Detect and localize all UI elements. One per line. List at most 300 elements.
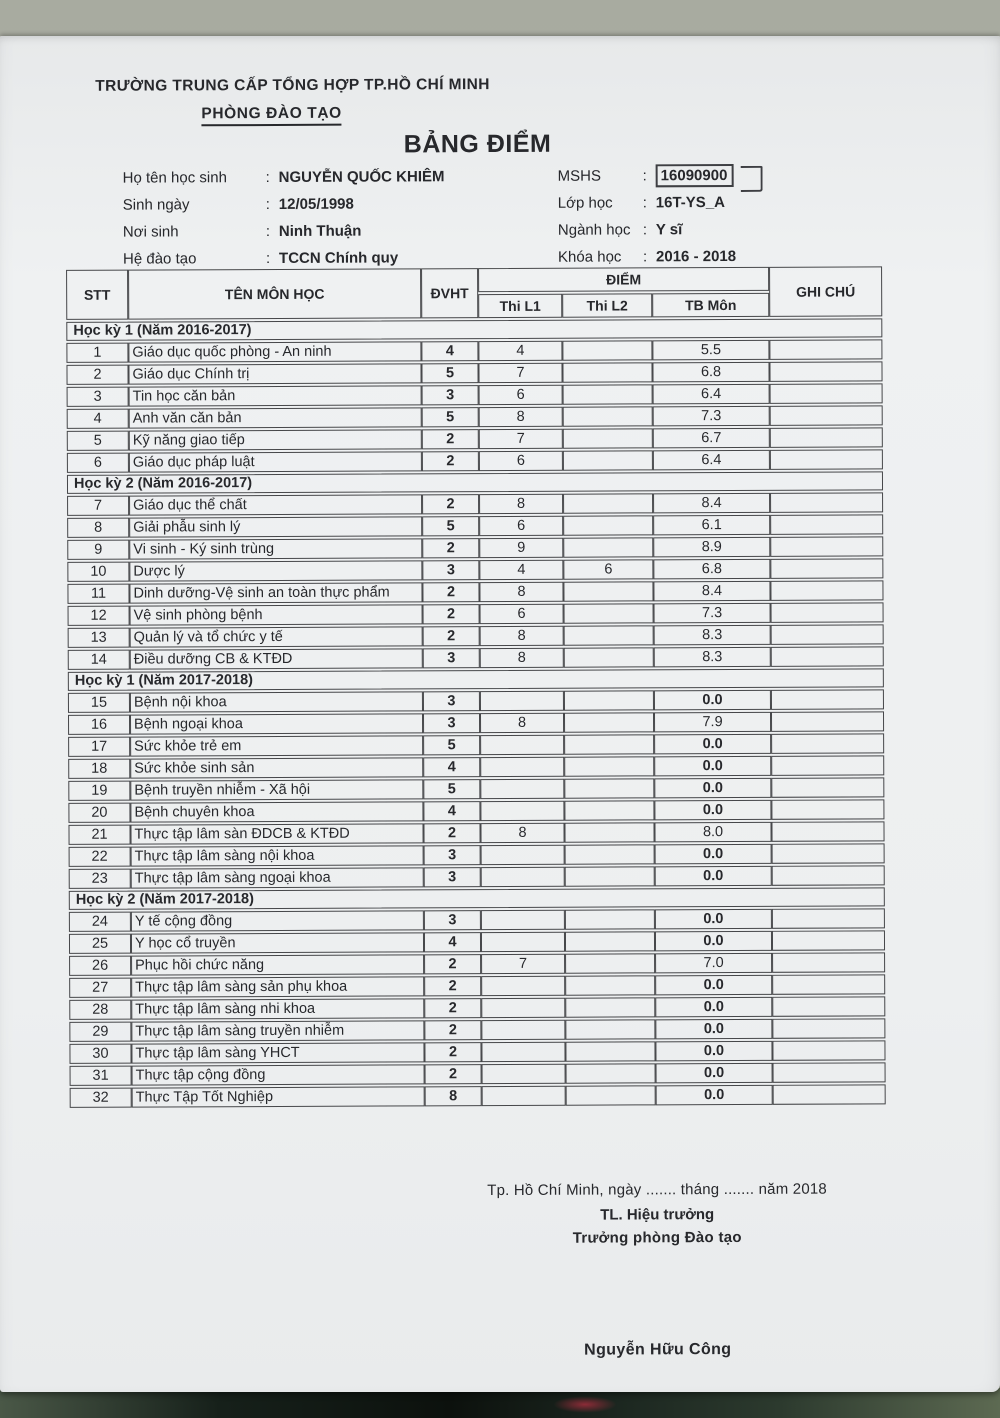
cell-dvht: 2 bbox=[422, 451, 479, 471]
cell-tb: 0.0 bbox=[655, 844, 772, 865]
cell-stt: 20 bbox=[68, 803, 130, 823]
cell-stt: 19 bbox=[68, 781, 130, 801]
cell-name: Y học cổ truyền bbox=[131, 932, 424, 953]
dob-value: 12/05/1998 bbox=[278, 195, 354, 213]
colon: : bbox=[265, 249, 271, 268]
cell-l2 bbox=[565, 975, 655, 995]
cell-name: Thực Tập Tốt Nghiệp bbox=[132, 1086, 425, 1107]
table-row bbox=[67, 405, 883, 429]
table-row bbox=[67, 514, 883, 538]
cell-note bbox=[770, 558, 883, 578]
col-header-diem: ĐIỂM bbox=[478, 267, 769, 292]
cell-dvht: 3 bbox=[423, 691, 480, 711]
cell-dvht: 2 bbox=[422, 538, 479, 558]
table-row bbox=[67, 558, 883, 582]
cell-note bbox=[772, 821, 885, 841]
cell-tb: 0.0 bbox=[656, 1063, 773, 1084]
cell-l2 bbox=[564, 690, 654, 710]
cell-note bbox=[772, 974, 885, 994]
cell-note bbox=[770, 427, 883, 447]
cell-note bbox=[771, 602, 884, 622]
cell-l2 bbox=[563, 428, 653, 448]
cell-name: Vệ sinh phòng bệnh bbox=[130, 604, 423, 625]
course-value: 2016 - 2018 bbox=[655, 247, 737, 266]
table-row bbox=[67, 427, 883, 451]
cell-dvht: 3 bbox=[423, 713, 480, 733]
cell-l1 bbox=[481, 1020, 565, 1040]
cell-stt: 12 bbox=[68, 606, 130, 626]
col-header-thi-l1: Thi L1 bbox=[478, 294, 562, 318]
cell-l1 bbox=[481, 1042, 565, 1062]
cell-stt: 26 bbox=[69, 956, 131, 976]
cell-note bbox=[772, 1040, 885, 1060]
cell-l1 bbox=[480, 735, 564, 755]
cell-l2 bbox=[564, 756, 654, 776]
col-header-ghichu: GHI CHÚ bbox=[769, 266, 882, 316]
cell-stt: 30 bbox=[69, 1044, 131, 1064]
cell-note bbox=[770, 514, 883, 534]
cell-dvht: 3 bbox=[424, 867, 481, 887]
colon: : bbox=[642, 221, 648, 239]
department-name: PHÒNG ĐÀO TẠO bbox=[201, 105, 342, 127]
cell-l2 bbox=[563, 515, 653, 535]
cell-name: Bệnh ngoại khoa bbox=[130, 713, 423, 734]
cell-l1: 6 bbox=[479, 451, 563, 471]
major-label: Ngành học bbox=[557, 221, 631, 239]
cell-dvht: 4 bbox=[421, 341, 478, 361]
table-row bbox=[68, 646, 884, 670]
class-label: Lớp học bbox=[557, 194, 613, 212]
cell-dvht: 2 bbox=[423, 604, 480, 624]
signer-name: Nguyễn Hữu Công bbox=[584, 1340, 732, 1359]
pob-label: Nơi sinh bbox=[122, 223, 179, 241]
cell-stt: 24 bbox=[69, 912, 131, 932]
cell-l2 bbox=[564, 647, 654, 667]
cell-note bbox=[770, 492, 883, 512]
cell-tb: 7.3 bbox=[653, 406, 770, 427]
table-row bbox=[68, 602, 884, 626]
cell-tb: 7.3 bbox=[654, 603, 771, 624]
cell-name: Điều dưỡng CB & KTĐD bbox=[130, 648, 423, 669]
cell-tb: 8.0 bbox=[654, 822, 771, 843]
colon: : bbox=[642, 167, 647, 185]
table-row bbox=[69, 952, 885, 976]
cell-l2 bbox=[563, 406, 653, 426]
cell-note bbox=[771, 689, 884, 709]
cell-l2 bbox=[566, 1085, 656, 1105]
cell-l1: 6 bbox=[479, 516, 563, 536]
cell-dvht: 2 bbox=[424, 1020, 481, 1040]
col-header-dvht: ĐVHT bbox=[421, 268, 478, 318]
cell-tb: 0.0 bbox=[655, 1019, 772, 1040]
cell-l2 bbox=[564, 625, 654, 645]
cell-name: Giáo dục pháp luật bbox=[129, 451, 422, 472]
table-row bbox=[67, 580, 883, 604]
cell-note bbox=[772, 865, 885, 885]
signature-block bbox=[457, 1180, 857, 1247]
cell-note bbox=[772, 908, 885, 928]
signer-role: Trưởng phòng Đào tạo bbox=[572, 1228, 742, 1247]
cell-stt: 25 bbox=[69, 934, 131, 954]
cell-l2 bbox=[563, 493, 653, 513]
table-row bbox=[69, 974, 885, 998]
grades-table-body bbox=[66, 318, 885, 1108]
cell-name: Sức khỏe trẻ em bbox=[130, 735, 423, 756]
grades-table-header bbox=[66, 266, 882, 320]
table-row bbox=[69, 843, 885, 867]
cell-dvht: 2 bbox=[424, 954, 481, 974]
cell-name: Giáo dục Chính trị bbox=[128, 363, 421, 384]
cell-dvht: 5 bbox=[422, 516, 479, 536]
cell-stt: 23 bbox=[69, 869, 131, 889]
dob-label: Sinh ngày bbox=[122, 196, 190, 214]
cell-l1: 9 bbox=[479, 538, 563, 558]
cell-dvht: 3 bbox=[424, 845, 481, 865]
cell-tb: 8.3 bbox=[654, 625, 771, 646]
cell-note bbox=[771, 777, 884, 797]
mshs-label: MSHS bbox=[557, 167, 602, 185]
cell-l1 bbox=[480, 691, 564, 711]
cell-stt: 5 bbox=[67, 431, 129, 451]
cell-l1: 8 bbox=[480, 648, 564, 668]
place-date-line: Tp. Hồ Chí Minh, ngày ....... tháng ....... năm 2018 bbox=[487, 1180, 827, 1200]
table-row bbox=[69, 908, 885, 932]
cell-l2 bbox=[563, 384, 653, 404]
cell-stt: 4 bbox=[67, 409, 129, 429]
table-row bbox=[70, 1062, 886, 1086]
cell-l1 bbox=[482, 1086, 566, 1106]
section-title: Học kỳ 2 (Năm 2017-2018) bbox=[69, 887, 885, 910]
cell-l1 bbox=[482, 1064, 566, 1084]
cell-tb: 0.0 bbox=[656, 1085, 773, 1106]
cell-dvht: 3 bbox=[423, 648, 480, 668]
cell-stt: 3 bbox=[67, 387, 129, 407]
info-row-dob-class bbox=[123, 188, 913, 218]
cell-l2 bbox=[564, 822, 654, 842]
cell-name: Giáo dục thể chất bbox=[129, 494, 422, 515]
table-row bbox=[68, 799, 884, 823]
cell-tb: 0.0 bbox=[654, 778, 771, 799]
cell-l2 bbox=[565, 931, 655, 951]
cell-l1 bbox=[481, 976, 565, 996]
cell-stt: 6 bbox=[67, 453, 129, 473]
cell-stt: 2 bbox=[66, 365, 128, 385]
info-row-pob-major bbox=[123, 215, 913, 245]
system-value: TCCN Chính quy bbox=[278, 249, 399, 267]
cell-stt: 27 bbox=[69, 978, 131, 998]
cell-name: Y tế cộng đồng bbox=[131, 910, 424, 931]
cell-note bbox=[772, 996, 885, 1016]
cell-name: Phục hồi chức năng bbox=[131, 954, 424, 975]
course-label: Khóa học bbox=[557, 248, 622, 266]
cell-l2 bbox=[564, 712, 654, 732]
mshs-bracket-mark bbox=[741, 165, 763, 191]
cell-l2 bbox=[563, 581, 653, 601]
cell-tb: 0.0 bbox=[655, 931, 772, 952]
cell-tb: 0.0 bbox=[655, 866, 772, 887]
document-title: BẢNG ĐIỂM bbox=[403, 129, 552, 159]
cell-note bbox=[770, 580, 883, 600]
cell-name: Bệnh truyền nhiễm - Xã hội bbox=[130, 779, 423, 800]
cell-l2 bbox=[565, 844, 655, 864]
cell-tb: 7.9 bbox=[654, 712, 771, 733]
cell-tb: 0.0 bbox=[655, 997, 772, 1018]
cell-l1: 8 bbox=[479, 407, 563, 427]
cell-tb: 8.4 bbox=[653, 581, 770, 602]
cell-stt: 16 bbox=[68, 715, 130, 735]
cell-name: Kỹ năng giao tiếp bbox=[129, 429, 422, 450]
cell-dvht: 8 bbox=[425, 1086, 482, 1106]
section-row bbox=[66, 318, 882, 341]
section-title: Học kỳ 1 (Năm 2016-2017) bbox=[66, 318, 882, 341]
cell-l2 bbox=[563, 450, 653, 470]
cell-l2 bbox=[565, 1019, 655, 1039]
cell-note bbox=[773, 1062, 886, 1082]
cell-l2 bbox=[566, 1063, 656, 1083]
cell-l2 bbox=[565, 953, 655, 973]
cell-name: Dược lý bbox=[129, 560, 422, 581]
cell-name: Thực tập lâm sàng nhi khoa bbox=[131, 998, 424, 1019]
cell-name: Quản lý và tổ chức y tế bbox=[130, 626, 423, 647]
table-row bbox=[68, 733, 884, 757]
cell-dvht: 2 bbox=[422, 582, 479, 602]
cell-name: Bệnh nội khoa bbox=[130, 691, 423, 712]
cell-stt: 29 bbox=[69, 1022, 131, 1042]
student-info bbox=[123, 161, 913, 272]
cell-stt: 8 bbox=[67, 518, 129, 538]
cell-stt: 1 bbox=[66, 343, 128, 363]
cell-note bbox=[771, 733, 884, 753]
cell-l2: 6 bbox=[563, 559, 653, 579]
cell-note bbox=[771, 711, 884, 731]
cell-name: Thực tập lâm sàng sản phụ khoa bbox=[131, 976, 424, 997]
cell-tb: 0.0 bbox=[655, 975, 772, 996]
cell-dvht: 2 bbox=[424, 976, 481, 996]
section-row bbox=[69, 887, 885, 910]
section-row bbox=[68, 668, 884, 691]
cell-l1: 6 bbox=[480, 604, 564, 624]
col-header-stt: STT bbox=[66, 270, 128, 320]
cell-dvht: 3 bbox=[424, 910, 481, 930]
cell-dvht: 2 bbox=[423, 626, 480, 646]
cell-tb: 7.0 bbox=[655, 953, 772, 974]
major-value: Y sĩ bbox=[655, 221, 683, 239]
cell-tb: 0.0 bbox=[655, 1041, 772, 1062]
cell-name: Thực tập lâm sàng ngoại khoa bbox=[131, 867, 424, 888]
student-name-label: Họ tên học sinh bbox=[122, 169, 227, 187]
table-row bbox=[69, 930, 885, 954]
signer-title: TL. Hiệu trưởng bbox=[600, 1206, 715, 1224]
cell-dvht: 2 bbox=[423, 823, 480, 843]
cell-name: Thực tập lâm sàng YHCT bbox=[131, 1042, 424, 1063]
cell-tb: 5.5 bbox=[652, 340, 769, 361]
cell-l1: 4 bbox=[479, 560, 563, 580]
cell-note bbox=[770, 536, 883, 556]
cell-dvht: 5 bbox=[422, 407, 479, 427]
col-header-thi-l2: Thi L2 bbox=[562, 293, 652, 317]
table-row bbox=[68, 689, 884, 713]
cell-l1: 8 bbox=[479, 494, 563, 514]
table-row bbox=[70, 1084, 886, 1108]
cell-tb: 6.8 bbox=[653, 559, 770, 580]
cell-l2 bbox=[565, 997, 655, 1017]
cell-dvht: 2 bbox=[424, 998, 481, 1018]
cell-stt: 32 bbox=[70, 1088, 132, 1108]
cell-l1: 4 bbox=[478, 341, 562, 361]
section-title: Học kỳ 1 (Năm 2017-2018) bbox=[68, 668, 884, 691]
cell-dvht: 2 bbox=[422, 494, 479, 514]
document-paper bbox=[0, 36, 1000, 1392]
cell-l2 bbox=[565, 909, 655, 929]
colon: : bbox=[642, 248, 648, 266]
cell-l1 bbox=[480, 801, 564, 821]
cell-tb: 0.0 bbox=[654, 734, 771, 755]
cell-note bbox=[772, 930, 885, 950]
colon: : bbox=[265, 195, 270, 214]
cell-tb: 6.4 bbox=[653, 450, 770, 471]
cell-name: Thực tập lâm sàng truyền nhiễm bbox=[131, 1020, 424, 1041]
cell-note bbox=[770, 449, 883, 469]
cell-tb: 0.0 bbox=[655, 909, 772, 930]
cell-l1: 7 bbox=[479, 429, 563, 449]
table-row bbox=[67, 383, 883, 407]
table-row bbox=[68, 755, 884, 779]
table-row bbox=[69, 1040, 885, 1064]
cell-stt: 28 bbox=[69, 1000, 131, 1020]
cell-name: Bệnh chuyên khoa bbox=[130, 801, 423, 822]
cell-l1 bbox=[481, 867, 565, 887]
cell-dvht: 3 bbox=[422, 560, 479, 580]
mshs-value-box: 16090900 bbox=[656, 164, 734, 187]
cell-tb: 8.4 bbox=[653, 493, 770, 514]
cell-note bbox=[771, 646, 884, 666]
school-name: TRƯỜNG TRUNG CẤP TỔNG HỢP TP.HỒ CHÍ MINH bbox=[95, 76, 490, 95]
cell-stt: 18 bbox=[68, 759, 130, 779]
cell-note bbox=[771, 799, 884, 819]
cell-dvht: 4 bbox=[423, 757, 480, 777]
cell-l2 bbox=[565, 1041, 655, 1061]
cell-tb: 8.9 bbox=[653, 537, 770, 558]
cell-l1: 8 bbox=[480, 823, 564, 843]
cell-l1 bbox=[481, 998, 565, 1018]
cell-note bbox=[770, 405, 883, 425]
cell-l1 bbox=[480, 757, 564, 777]
cell-tb: 0.0 bbox=[654, 756, 771, 777]
grades-table bbox=[66, 264, 886, 1110]
cell-name: Giáo dục quốc phòng - An ninh bbox=[128, 341, 421, 362]
cell-l1: 6 bbox=[479, 385, 563, 405]
table-row bbox=[68, 777, 884, 801]
cell-tb: 6.8 bbox=[652, 362, 769, 383]
cell-stt: 21 bbox=[68, 825, 130, 845]
class-value: 16T-YS_A bbox=[655, 194, 726, 212]
cell-name: Dinh dưỡng-Vệ sinh an toàn thực phẩm bbox=[129, 582, 422, 603]
cell-note bbox=[772, 1018, 885, 1038]
cell-dvht: 5 bbox=[421, 363, 478, 383]
cell-l2 bbox=[564, 734, 654, 754]
col-header-subject: TÊN MÔN HỌC bbox=[128, 268, 421, 319]
cell-stt: 17 bbox=[68, 737, 130, 757]
colon: : bbox=[265, 168, 270, 187]
cell-note bbox=[769, 339, 882, 359]
cell-note bbox=[772, 952, 885, 972]
table-row bbox=[68, 624, 884, 648]
cell-l2 bbox=[564, 778, 654, 798]
cell-note bbox=[773, 1084, 886, 1104]
cell-l1 bbox=[481, 845, 565, 865]
cell-l1: 7 bbox=[478, 363, 562, 383]
cell-name: Thực tập lâm sàng nội khoa bbox=[131, 845, 424, 866]
table-row bbox=[66, 339, 882, 363]
cell-stt: 15 bbox=[68, 693, 130, 713]
cell-l2 bbox=[562, 362, 652, 382]
cell-dvht: 2 bbox=[425, 1064, 482, 1084]
section-title: Học kỳ 2 (Năm 2016-2017) bbox=[67, 471, 883, 494]
table-row bbox=[69, 865, 885, 889]
table-row bbox=[68, 711, 884, 735]
cell-l1: 8 bbox=[480, 713, 564, 733]
cell-dvht: 3 bbox=[422, 385, 479, 405]
student-name-value: NGUYỄN QUỐC KHIÊM bbox=[278, 168, 445, 186]
cell-stt: 22 bbox=[69, 847, 131, 867]
cell-dvht: 2 bbox=[422, 429, 479, 449]
info-row-name-mshs bbox=[123, 161, 913, 191]
table-row bbox=[69, 996, 885, 1020]
cell-name: Tin học căn bản bbox=[129, 385, 422, 406]
cell-stt: 13 bbox=[68, 628, 130, 648]
cell-tb: 0.0 bbox=[654, 690, 771, 711]
cell-l1: 8 bbox=[480, 626, 564, 646]
table-row bbox=[68, 821, 884, 845]
cell-l2 bbox=[563, 537, 653, 557]
cell-stt: 10 bbox=[67, 562, 129, 582]
cell-l2 bbox=[564, 800, 654, 820]
cell-note bbox=[772, 843, 885, 863]
cell-l1 bbox=[481, 932, 565, 952]
cell-dvht: 2 bbox=[424, 1042, 481, 1062]
cell-name: Vi sinh - Ký sinh trùng bbox=[129, 538, 422, 559]
document-content bbox=[0, 34, 1000, 1394]
cell-name: Thực tập cộng đồng bbox=[132, 1064, 425, 1085]
cell-stt: 14 bbox=[68, 650, 130, 670]
table-row bbox=[66, 361, 882, 385]
cell-l2 bbox=[564, 603, 654, 623]
cell-l2 bbox=[565, 866, 655, 886]
cell-name: Thực tập lâm sàn ĐDCB & KTĐD bbox=[130, 823, 423, 844]
cell-note bbox=[770, 383, 883, 403]
colon: : bbox=[265, 222, 271, 241]
cell-stt: 9 bbox=[67, 540, 129, 560]
table-row bbox=[67, 536, 883, 560]
cell-dvht: 5 bbox=[423, 735, 480, 755]
cell-l1 bbox=[481, 910, 565, 930]
table-row bbox=[67, 449, 883, 473]
cell-note bbox=[771, 755, 884, 775]
cell-tb: 6.4 bbox=[653, 384, 770, 405]
cell-l1: 7 bbox=[481, 954, 565, 974]
cell-dvht: 4 bbox=[423, 801, 480, 821]
cell-note bbox=[769, 361, 882, 381]
cell-tb: 6.1 bbox=[653, 515, 770, 536]
cell-note bbox=[771, 624, 884, 644]
cell-l1 bbox=[480, 779, 564, 799]
cell-dvht: 5 bbox=[423, 779, 480, 799]
cell-name: Anh văn căn bản bbox=[129, 407, 422, 428]
system-label: Hệ đào tạo bbox=[122, 250, 197, 268]
cell-l1: 8 bbox=[479, 582, 563, 602]
cell-tb: 8.3 bbox=[654, 647, 771, 668]
cell-stt: 7 bbox=[67, 496, 129, 516]
